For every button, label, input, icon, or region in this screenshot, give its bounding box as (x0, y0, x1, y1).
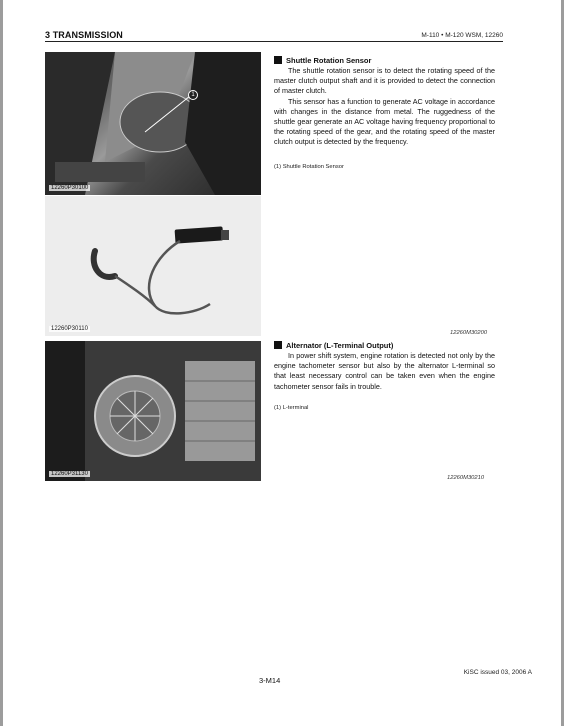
page-number: 3-M14 (259, 676, 281, 685)
alternator-doc-code: 12260M30210 (447, 475, 485, 481)
shuttle-body (274, 66, 495, 148)
alternator-illustration (45, 341, 261, 481)
callout-1: 1 (188, 90, 198, 100)
issue-info: KiSC issued 03, 2006 A (463, 669, 532, 676)
model-info: M-110 • M-120 WSM, 12260 (421, 32, 503, 39)
manual-page (3, 0, 561, 726)
sensor-with-cable-illustration (45, 196, 261, 336)
alternator-photo (45, 341, 261, 481)
alternator-para-1: In power shift system, engine rotation is detected not only by the engine tachometer sensor but also by the alternator L-terminal so that least necessary control can be taken even when the engine tachometer sensor fails in trouble. (274, 351, 495, 391)
alternator-body (274, 351, 495, 392)
header-rule (45, 41, 503, 42)
heading-bullet (274, 341, 282, 349)
shuttle-para-2: This sensor has a function to generate AC voltage in accordance with changes in the distance from metal. The ruggedness of the shuttle gear generate an AC voltage having frequency proportional to the rotating speed of the gear, and the rotating speed of the master clutch output is detected by the frequency. (274, 96, 495, 147)
figure-code: 12260P30100 (51, 185, 89, 191)
shuttle-sensor-photo (45, 52, 261, 195)
heading-bullet (274, 56, 282, 64)
shuttle-caption: (1) Shuttle Rotation Sensor (274, 164, 344, 170)
shuttle-heading (274, 56, 371, 65)
alternator-caption: (1) L-terminal (274, 405, 309, 411)
figure-code: 12260P30110 (51, 326, 88, 332)
alternator-heading (274, 341, 393, 350)
section-title: 3 TRANSMISSION (45, 30, 123, 40)
alternator-heading-text: Alternator (L-Terminal Output) (286, 341, 394, 350)
figure-code: 12260P31130 (51, 471, 88, 477)
shuttle-heading-text: Shuttle Rotation Sensor (286, 56, 372, 65)
sensor-component-photo (45, 196, 261, 336)
shuttle-sensor-illustration (45, 52, 261, 195)
shuttle-doc-code: 12260M30200 (450, 330, 488, 336)
shuttle-para-1: The shuttle rotation sensor is to detect the rotating speed of the master clutch output shaft and it is provided to detect the connection of master clutch. (274, 66, 495, 96)
